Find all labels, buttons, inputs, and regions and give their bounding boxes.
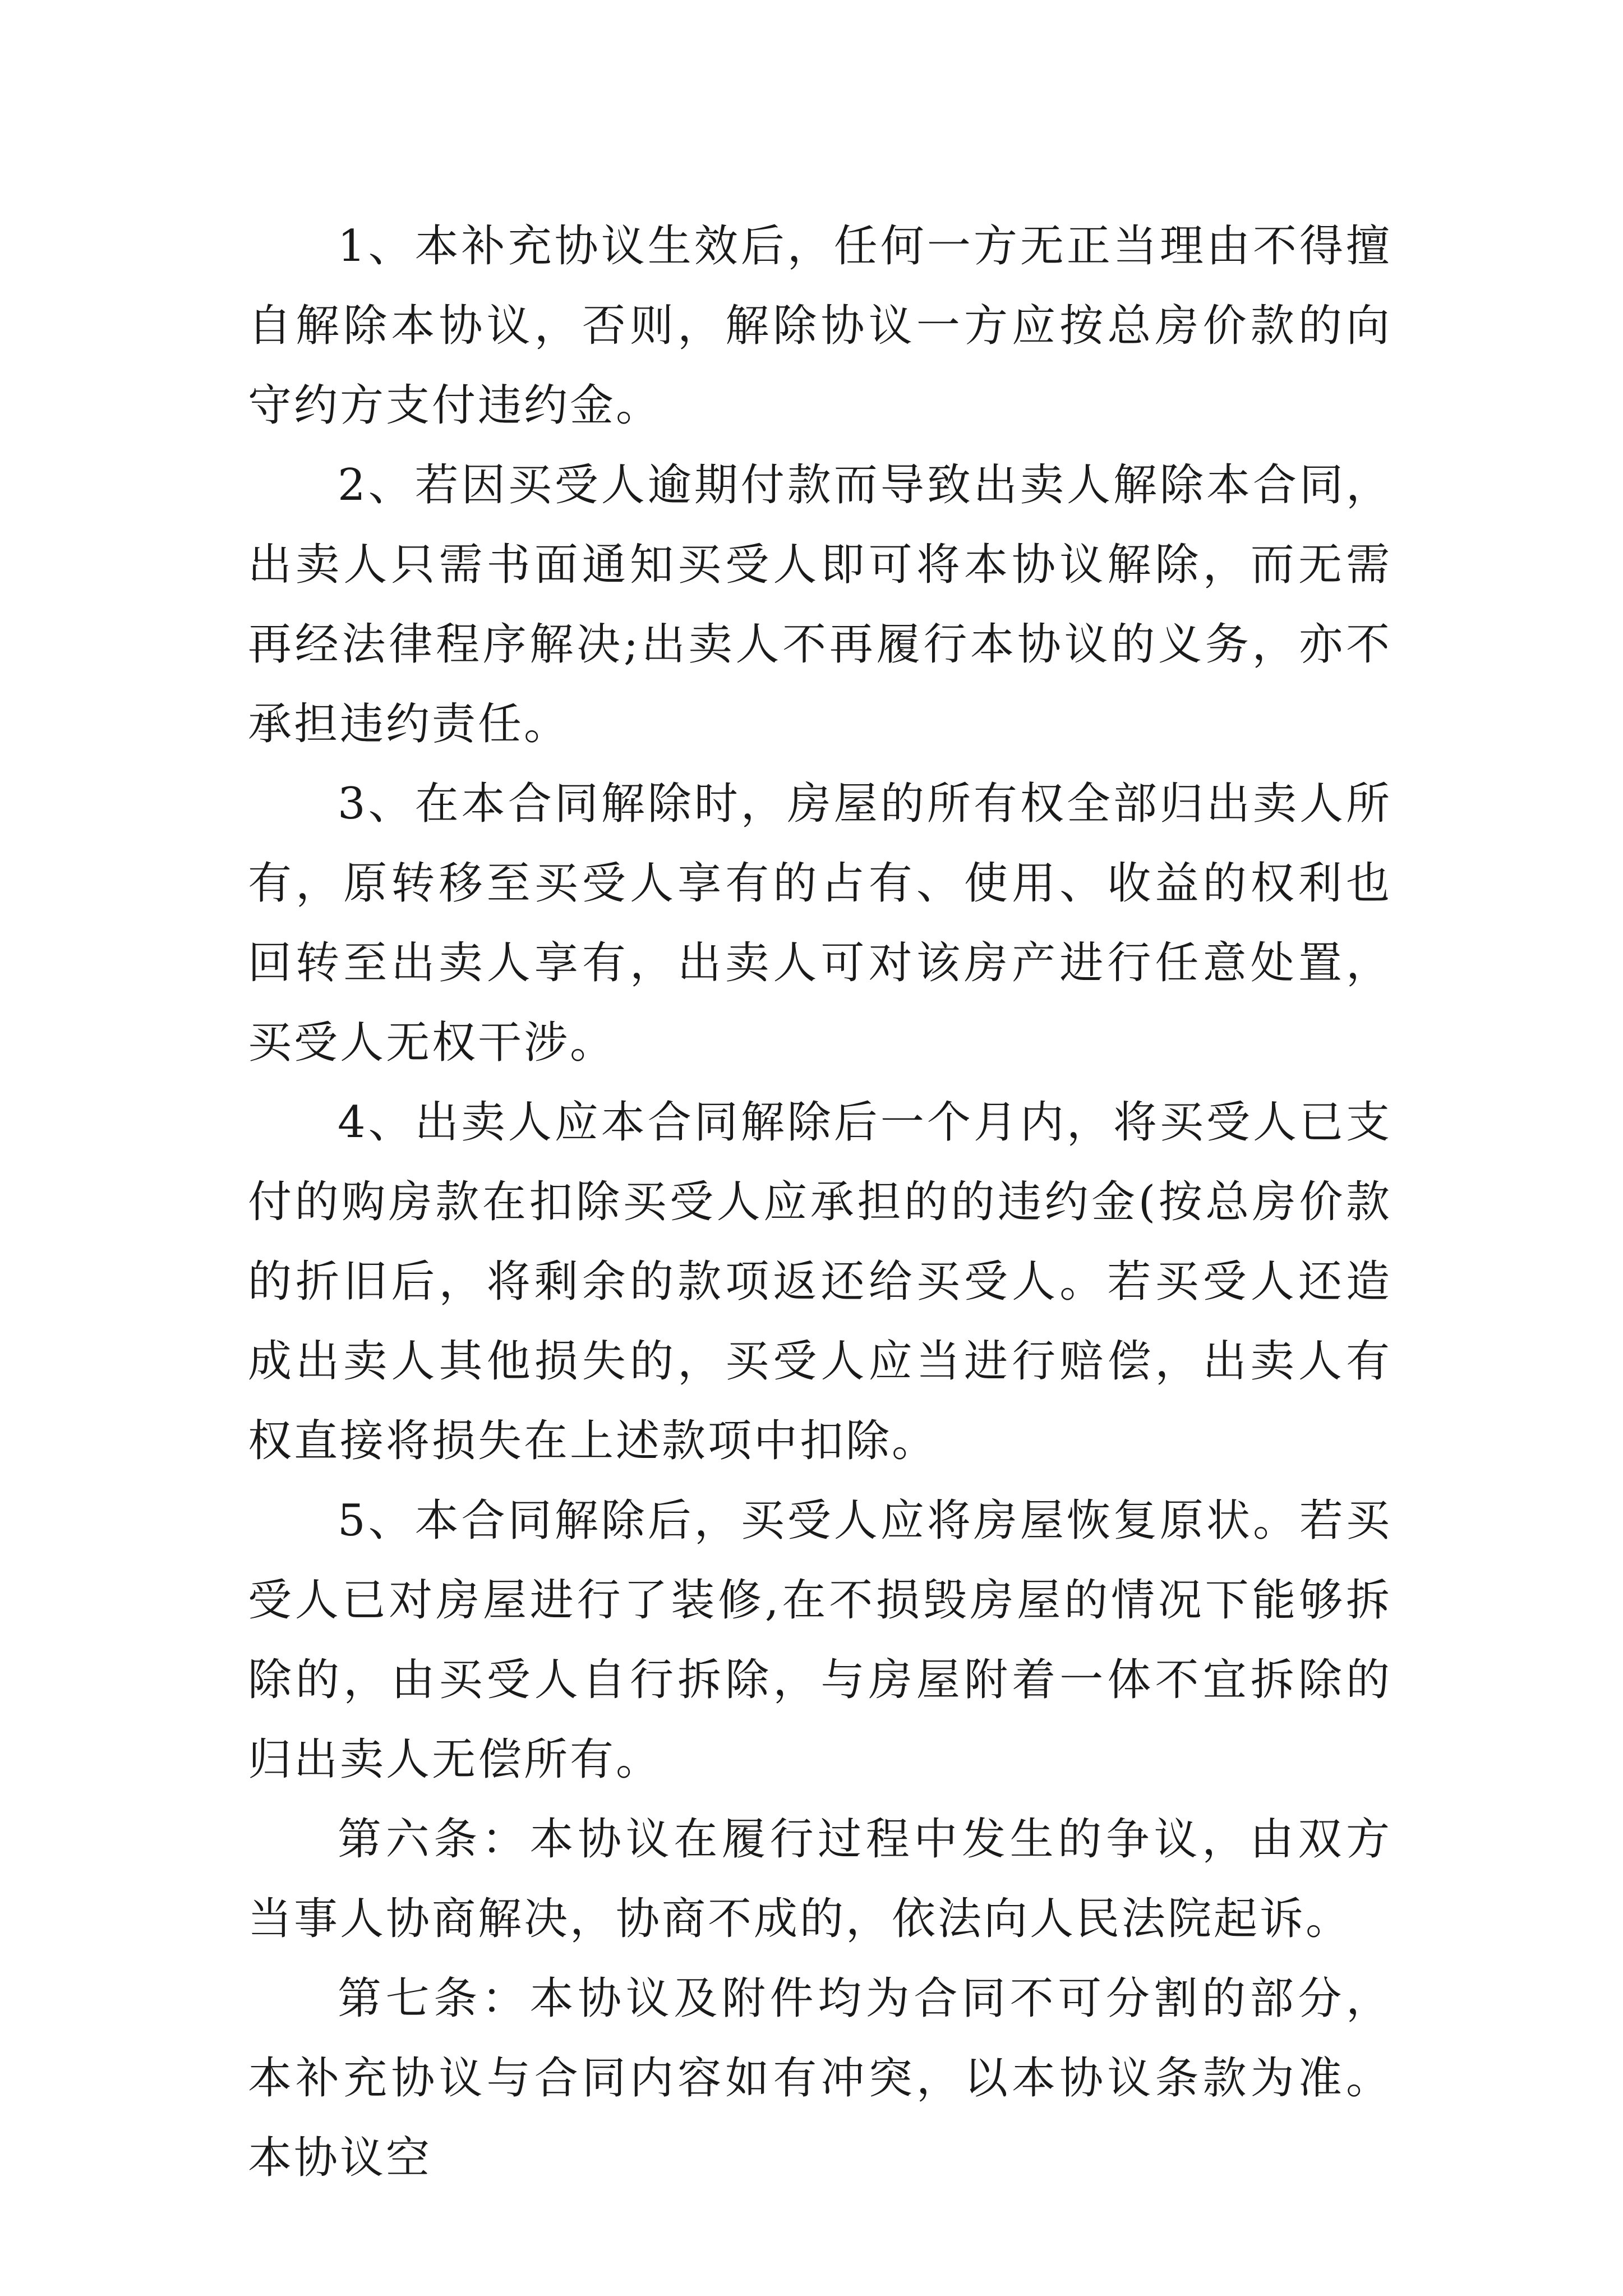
clause-1-paragraph: 1、本补充协议生效后，任何一方无正当理由不得擅自解除本协议，否则，解除协议一方应按总房价款的向守约方支付违约金。	[248, 221, 1392, 431]
clause-2-paragraph: 2、若因买受人逾期付款而导致出卖人解除本合同，出卖人只需书面通知买受人即可将本协议解除，而无需再经法律程序解决;出卖人不再履行本协议的义务，亦不承担违约责任。	[248, 460, 1392, 749]
article-6-paragraph: 第六条：本协议在履行过程中发生的争议，由双方当事人协商解决，协商不成的，依法向人民法院起诉。	[248, 1814, 1392, 1944]
clause-5-paragraph: 5、本合同解除后，买受人应将房屋恢复原状。若买受人已对房屋进行了装修,在不损毁房屋的情况下能够拆除的，由买受人自行拆除，与房屋附着一体不宜拆除的归出卖人无偿所有。	[248, 1496, 1392, 1785]
article-7-paragraph: 第七条：本协议及附件均为合同不可分割的部分，本补充协议与合同内容如有冲突，以本协议条款为准。本协议空	[248, 1973, 1392, 2183]
clause-4-paragraph: 4、出卖人应本合同解除后一个月内，将买受人已支付的购房款在扣除买受人应承担的的违约金(按总房价款的折旧后，将剩余的款项返还给买受人。若买受人还造成出卖人其他损失的，买受人应当进行赔偿，出卖人有权直接将损失在上述款项中扣除。	[248, 1097, 1392, 1466]
clause-3-paragraph: 3、在本合同解除时，房屋的所有权全部归出卖人所有，原转移至买受人享有的占有、使用、收益的权利也回转至出卖人享有，出卖人可对该房产进行任意处置，买受人无权干涉。	[248, 779, 1392, 1068]
document-body	[248, 206, 1392, 2198]
